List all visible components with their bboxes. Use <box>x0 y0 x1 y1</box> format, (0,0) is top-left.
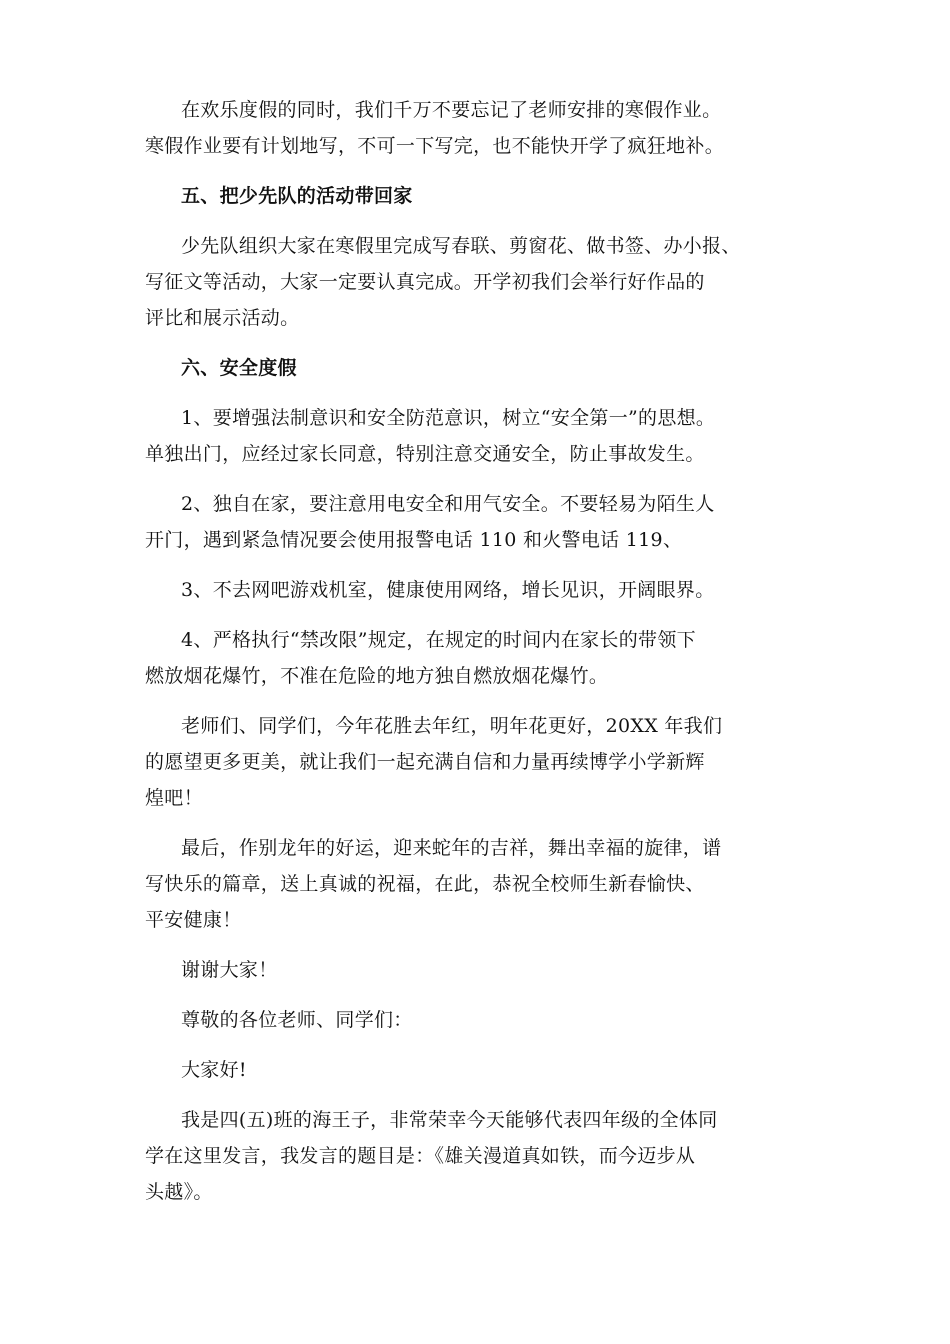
paragraph-closing-blessing: 最后，作别龙年的好运，迎来蛇年的吉祥，舞出幸福的旋律，谱 写快乐的篇章，送上真诚的祝福，在此，恭祝全校师生新春愉快、 平安健康！ <box>145 837 722 931</box>
paragraph-homework: 在欢乐度假的同时，我们千万不要忘记了老师安排的寒假作业。 寒假作业要有计划地写，不可一下写完，也不能快开学了疯狂地补。 <box>145 99 725 157</box>
paragraph-new-year-wish: 老师们、同学们，今年花胜去年红，明年花更好，20XX 年我们 的愿望更多更美，就让我们一起充满自信和力量再续博学小学新辉 煌吧！ <box>145 715 723 809</box>
paragraph-safety-2: 2、独自在家，要注意用电安全和用气安全。不要轻易为陌生人 开门，遇到紧急情况要会使用报警电话 110 和火警电话 119、 <box>145 493 715 551</box>
paragraph-thanks: 谢谢大家！ <box>181 959 278 981</box>
paragraph-safety-1: 1、要增强法制意识和安全防范意识，树立“安全第一”的思想。 单独出门，应经过家长同意，特别注意交通安全，防止事故发生。 <box>145 407 716 465</box>
section-heading-safety: 六、安全度假 <box>181 357 297 379</box>
paragraph-greeting: 大家好! <box>181 1059 247 1081</box>
paragraph-salutation: 尊敬的各位老师、同学们： <box>181 1009 413 1031</box>
document-body <box>145 92 815 1224</box>
paragraph-speech-intro: 我是四(五)班的海王子，非常荣幸今天能够代表四年级的全体同 学在这里发言，我发言的题目是：《雄关漫道真如铁，而今迈步从 头越》。 <box>145 1109 718 1203</box>
paragraph-safety-3: 3、不去网吧游戏机室，健康使用网络，增长见识，开阔眼界。 <box>181 579 715 601</box>
section-heading-pioneers: 五、把少先队的活动带回家 <box>181 185 413 207</box>
paragraph-pioneer-activities: 少先队组织大家在寒假里完成写春联、剪窗花、做书签、办小报、 写征文等活动，大家一定要认真完成。开学初我们会举行好作品的 评比和展示活动。 <box>145 235 741 329</box>
paragraph-safety-4: 4、严格执行“禁改限”规定，在规定的时间内在家长的带领下 燃放烟花爆竹，不准在危险的地方独自燃放烟花爆竹。 <box>145 629 696 687</box>
